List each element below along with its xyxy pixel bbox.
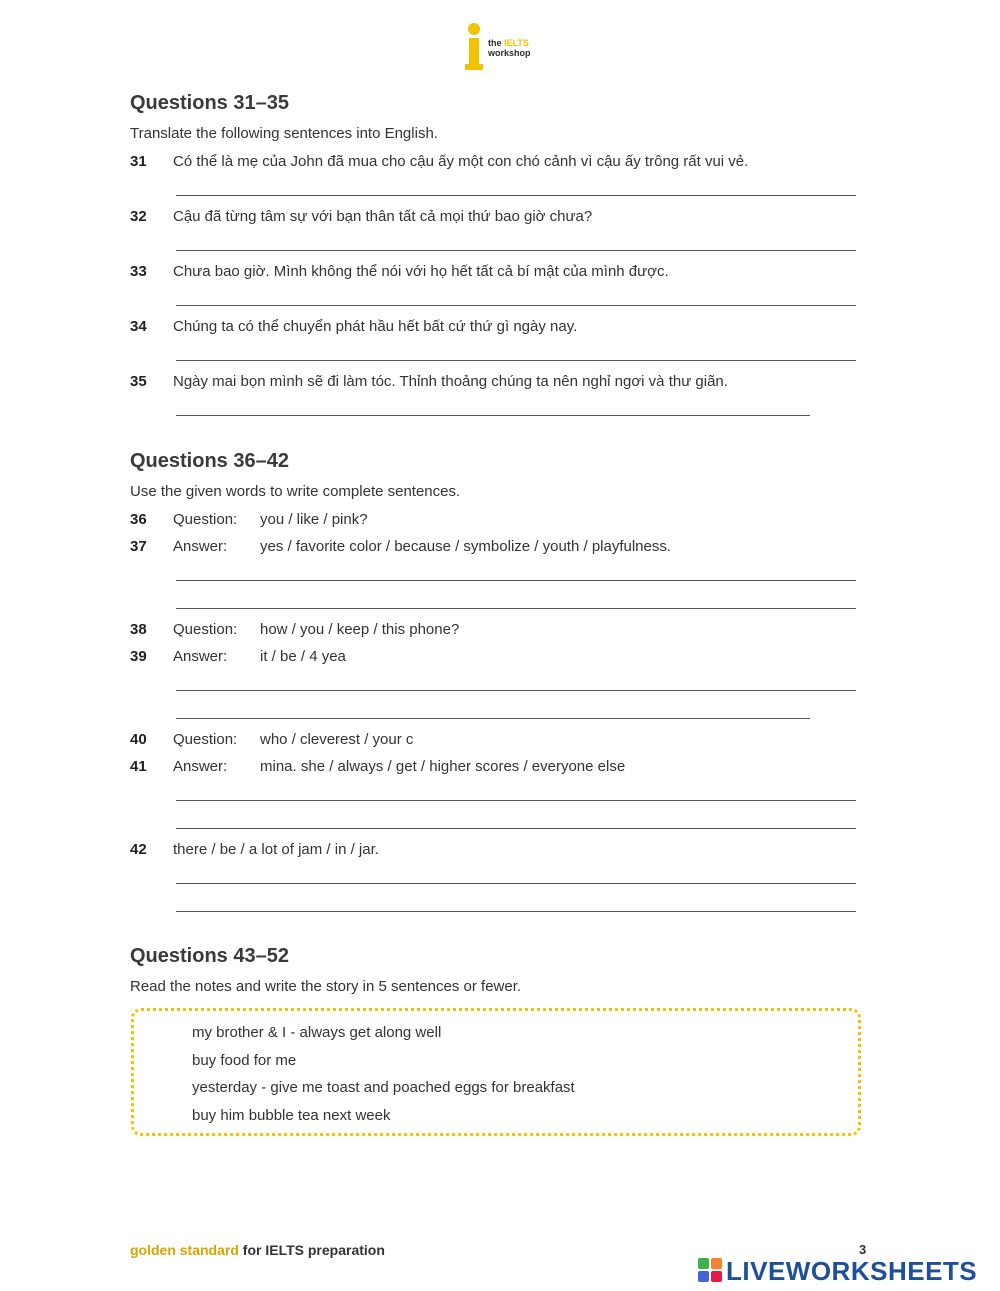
answer-label: Answer: xyxy=(173,758,228,775)
question-number: 34 xyxy=(130,318,147,335)
logo-line1: the xyxy=(488,38,505,48)
given-words: there / be / a lot of jam / in / jar. xyxy=(173,841,379,858)
answer-line[interactable] xyxy=(176,800,856,801)
answer-line[interactable] xyxy=(176,250,856,251)
answer-line[interactable] xyxy=(176,195,856,196)
logo-text xyxy=(488,38,531,58)
question-number: 37 xyxy=(130,538,147,555)
note-item: buy him bubble tea next week xyxy=(192,1107,391,1124)
liveworksheets-logo[interactable] xyxy=(698,1256,994,1286)
answer-line[interactable] xyxy=(176,883,856,884)
question-number: 39 xyxy=(130,648,147,665)
section-title-31-35: Questions 31–35 xyxy=(130,92,289,114)
note-item: buy food for me xyxy=(192,1052,297,1069)
question-text: Có thể là mẹ của John đã mua cho cậu ấy một con chó cảnh vì cậu ấy trông rất vui vẻ. xyxy=(173,153,749,170)
question-number: 41 xyxy=(130,758,147,775)
liveworksheets-blocks-icon xyxy=(698,1258,722,1282)
section-instruction: Use the given words to write complete sentences. xyxy=(130,483,461,500)
answer-line[interactable] xyxy=(176,718,810,719)
question-number: 40 xyxy=(130,731,147,748)
answer-line[interactable] xyxy=(176,415,810,416)
question-number: 33 xyxy=(130,263,147,280)
question-label: Question: xyxy=(173,731,238,748)
question-number: 32 xyxy=(130,208,147,225)
section-instruction: Translate the following sentences into English. xyxy=(130,125,438,142)
section-title-43-52: Questions 43–52 xyxy=(130,945,289,967)
answer-line[interactable] xyxy=(176,580,856,581)
question-label: Question: xyxy=(173,621,238,638)
footer-tag-rest: for IELTS preparation xyxy=(238,1242,385,1258)
given-words: you / like / pink? xyxy=(260,511,368,528)
answer-line[interactable] xyxy=(176,828,856,829)
page-number: 3 xyxy=(859,1242,867,1257)
footer-tag-gold: golden standard xyxy=(130,1242,239,1258)
answer-label: Answer: xyxy=(173,538,228,555)
question-number: 38 xyxy=(130,621,147,638)
note-item: my brother & I - always get along well xyxy=(192,1024,442,1041)
section-instruction: Read the notes and write the story in 5 sentences or fewer. xyxy=(130,978,522,995)
section-title-36-42: Questions 36–42 xyxy=(130,450,289,472)
given-words: mina. she / always / get / higher scores / everyone else xyxy=(260,758,626,775)
logo-i-icon xyxy=(464,22,484,72)
question-number: 42 xyxy=(130,841,147,858)
question-text: Ngày mai bọn mình sẽ đi làm tóc. Thỉnh thoảng chúng ta nên nghỉ ngơi và thư giãn. xyxy=(173,373,728,390)
question-number: 36 xyxy=(130,511,147,528)
logo-highlight: IELTS xyxy=(504,38,529,48)
answer-line[interactable] xyxy=(176,305,856,306)
question-text: Chúng ta có thể chuyển phát hầu hết bất cứ thứ gì ngày nay. xyxy=(173,318,578,335)
answer-line[interactable] xyxy=(176,608,856,609)
answer-label: Answer: xyxy=(173,648,228,665)
ielts-workshop-logo xyxy=(464,22,544,74)
answer-line[interactable] xyxy=(176,911,856,912)
logo-line2: workshop xyxy=(488,48,531,58)
question-text: Cậu đã từng tâm sự với bạn thân tất cả mọi thứ bao giờ chưa? xyxy=(173,208,593,225)
given-words: yes / favorite color / because / symbolize / youth / playfulness. xyxy=(260,538,672,555)
answer-line[interactable] xyxy=(176,360,856,361)
given-words: it / be / 4 yea xyxy=(260,648,346,665)
question-number: 31 xyxy=(130,153,147,170)
given-words: who / cleverest / your c xyxy=(260,731,414,748)
footer-tagline xyxy=(130,1242,385,1258)
liveworksheets-wordmark: LIVEWORKSHEETS xyxy=(726,1256,978,1286)
given-words: how / you / keep / this phone? xyxy=(260,621,460,638)
note-item: yesterday - give me toast and poached eggs for breakfast xyxy=(192,1079,575,1096)
question-number: 35 xyxy=(130,373,147,390)
answer-line[interactable] xyxy=(176,690,856,691)
question-label: Question: xyxy=(173,511,238,528)
question-text: Chưa bao giờ. Mình không thể nói với họ hết tất cả bí mật của mình được. xyxy=(173,263,669,280)
